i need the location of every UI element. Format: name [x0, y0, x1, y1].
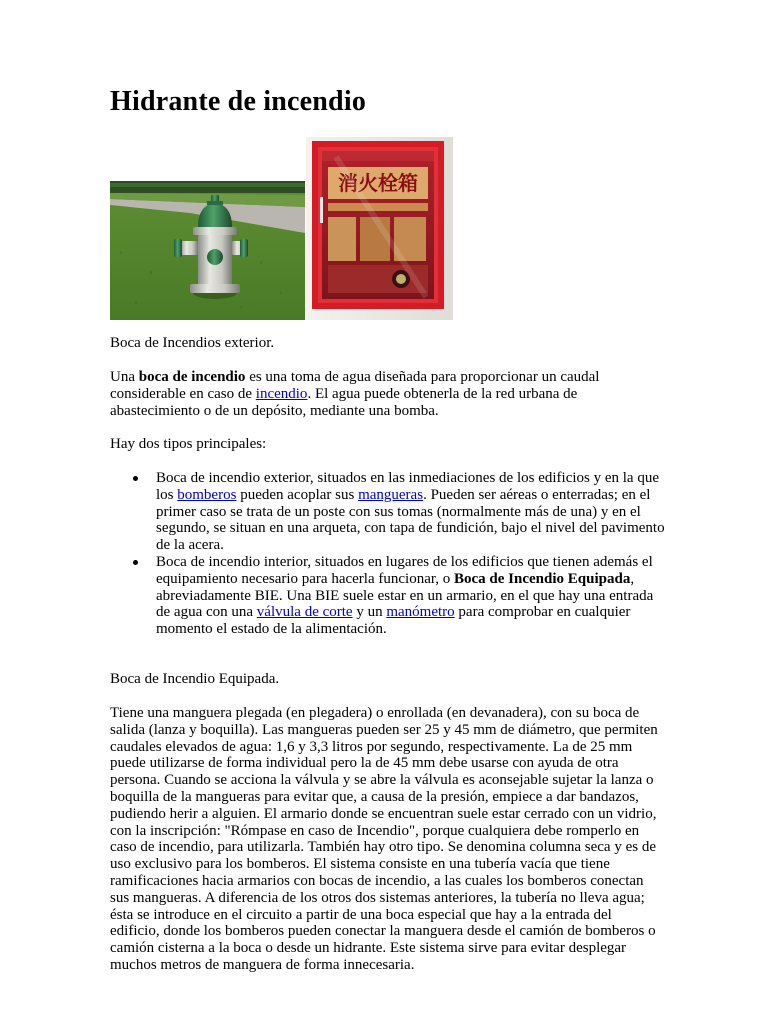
intro-text-2: es una toma de agua diseñada para proporcionar un caudal considerable en caso de: [110, 369, 600, 402]
link-manometro[interactable]: manómetro: [386, 604, 455, 621]
intro-text-3: . El agua puede obtenerla de la red urbana de abastecimiento o de un depósito, mediante una bomba.: [110, 385, 578, 419]
bullet-icon: [133, 560, 138, 565]
cabinet-sign-text: 消火栓箱: [338, 171, 418, 195]
bullet1-text-3: . Pueden ser aéreas o enterradas; en el primer caso se trata de un poste con sus tomas (normalmente más de una) y en el segundo, se situan en una arqueta, con tapa de fundición, bajo el nivel del pavimento de la acera.: [156, 486, 665, 554]
caption-exterior: Boca de Incendios exterior.: [110, 335, 275, 351]
bullet-interior-text: [156, 554, 666, 638]
link-incendio[interactable]: incendio: [255, 385, 308, 402]
body-paragraph: Tiene una manguera plegada (en plegadera) o enrollada (en devanadera), con su boca de salida (lanza y boquilla). Las mangueras pueden ser 25 y 45 mm de diámetro, que permiten caudales elevados de agua: 1,6 y 3,3 litros por segundo, respectivamente. La de 25 mm puede utilizarse de forma individual pero la de 45 mm debe usarse con ayuda de otra persona. Cuando se acciona la válvula y se abre la válvula es aconsejable sujetar la lanza o boquilla de la mangueras para evitar que, a causa de la presión, empiece a dar bandazos, pudiendo herir a alguien. El armario donde se encuentran suele estar cerrado con un vidrio, con la inscripción: "Rómpase en caso de Incendio", porque cualquiera debe romperlo en caso de incendio, para utilizarla. También hay otro tipo. Se denomina columna seca y es de uso exclusivo para los bomberos. El sistema consiste en una tubería vacía que tiene ramificaciones hacia armarios con bocas de incendio, a las cuales los bomberos conectan sus mangueras. A diferencia de los otros dos sistemas anteriores, la tubería no lleva agua; ésta se introduce en el circuito a partir de una boca especial que hay a la entrada del edificio, donde los bomberos pueden conectar la manguera desde el camión de bomberos o camión cisterna a la boca o desde un hidrante. Este sistema sirve para evitar desplegar muchos metros de manguera de forma innecesaria.: [110, 705, 658, 973]
types-list: [110, 470, 665, 638]
bullet1-text-2: pueden acoplar sus: [236, 486, 359, 503]
bullet2-text-2: , abreviadamente BIE. Una BIE suele estar en un armario, en el que hay una entrada de agua con una: [156, 570, 654, 621]
intro-text-1: Una: [110, 369, 139, 385]
list-item: [110, 554, 665, 638]
bullet2-text-1: Boca de incendio interior, situados en lugares de los edificios que tienen además el equipamiento necesario para hacerla funcionar, o: [156, 553, 653, 587]
bullet2-bold-term: Boca de Incendio Equipada: [454, 570, 631, 587]
bullet2-text-3: y un: [352, 604, 387, 621]
bullet-exterior-text: [156, 470, 666, 554]
fire-cabinet-photo: [306, 137, 453, 320]
link-mangueras[interactable]: mangueras: [358, 486, 424, 503]
bullet1-text-1: Boca de incendio exterior, situados en las inmediaciones de los edificios y en la que los: [156, 470, 659, 503]
link-valvula-de-corte[interactable]: válvula de corte: [256, 604, 353, 621]
fire-hydrant-photo: [110, 181, 305, 320]
intro-bold-term: boca de incendio: [138, 369, 246, 385]
bullet-icon: [133, 476, 138, 481]
caption-equipada: Boca de Incendio Equipada.: [110, 671, 280, 687]
intro-paragraph: [110, 369, 665, 419]
photo-row: [110, 137, 455, 320]
list-item: [110, 470, 665, 554]
types-heading: Hay dos tipos principales:: [110, 436, 267, 452]
page-title: Hidrante de incendio: [110, 86, 367, 117]
link-bomberos[interactable]: bomberos: [177, 486, 237, 503]
bullet2-text-4: para comprobar en cualquier momento el estado de la alimentación.: [156, 604, 631, 638]
